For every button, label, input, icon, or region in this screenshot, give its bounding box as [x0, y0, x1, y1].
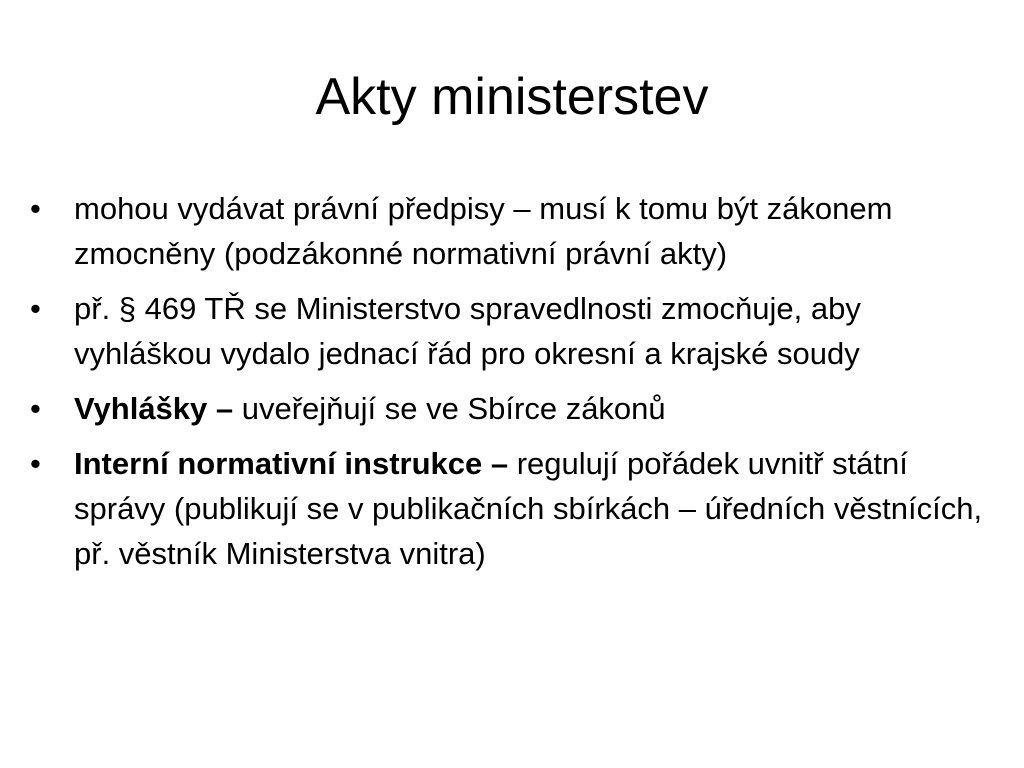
bullet-item [74, 386, 994, 431]
bullet-text: mohou vydávat právní předpisy – musí k tomu být zákonem zmocněny (podzákonné normativní právní akty) [74, 191, 893, 271]
bullet-list [74, 186, 994, 586]
bullet-bold-text: Interní normativní instrukce – [74, 446, 509, 481]
bullet-bold-text: Vyhlášky – [74, 391, 234, 426]
slide-title: Akty ministerstev [315, 68, 709, 126]
bullet-text: př. § 469 TŘ se Ministerstvo spravedlnosti zmocňuje, aby vyhláškou vydalo jednací řád pro okresní a krajské soudy [74, 291, 861, 371]
bullet-item [74, 186, 994, 276]
bullet-text: uveřejňují se ve Sbírce zákonů [233, 391, 666, 426]
bullet-item [74, 286, 994, 376]
bullet-text: regulují pořádek uvnitř státní správy (publikují se v publikačních sbírkách – úředních věstnících, př. věstník Ministerstva vnitra) [74, 446, 983, 571]
bullet-item [74, 441, 994, 576]
